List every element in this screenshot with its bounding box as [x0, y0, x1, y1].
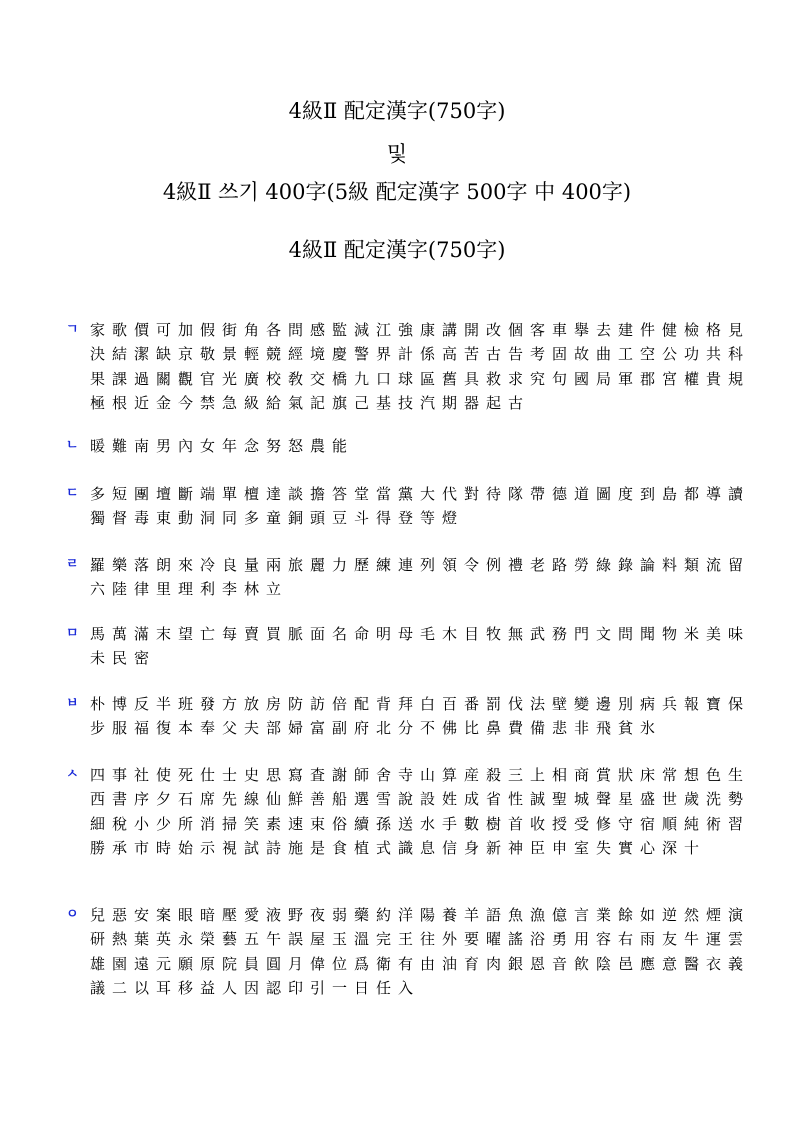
hanja-list: 羅樂落朗來冷良量兩旅麗力歷練連列領令例禮老路勞綠錄論料類流留六陸律里理利李林立	[90, 556, 751, 599]
section-label: ㄱ	[66, 322, 79, 337]
hanja-list: 兒惡安案眼暗壓愛液野夜弱藥約洋陽養羊語魚漁億言業餘如逆然煙演研熱葉英永榮藝五午誤屋玉溫完王往外要曜謠浴勇用容右雨友牛運雲雄園遠元願原院員圓月偉位爲衛有由油育肉銀恩音飮陰邑應意醫衣義議二以耳移益人因認印引一日任入	[90, 906, 751, 997]
hanja-list: 家歌價可加假街角各問感監減江強康講開改個客車擧去建件健檢格見決結潔缺京敬景輕競經境慶警界計係高苦古告考固故曲工空公功共科果課過關觀官光廣校敎交橋九口球區舊具救求究句國局軍郡宮權貴規極根近金今禁急級給氣記旗己基技汽期器起古	[90, 321, 751, 412]
hanja-list: 多短團壇斷端單檀達談擔答堂當黨大代對待隊帶德道圖度到島都導讀獨督毒東動洞同多童銅頭豆斗得登等燈	[90, 485, 751, 528]
section-label: ㅁ	[66, 626, 79, 641]
title-conjunction: 및	[386, 142, 408, 166]
hanja-list: 馬萬滿末望亡每賣買脈面名命明母毛木目牧無武務門文問聞物米美味未民密	[90, 625, 751, 668]
section-label: ㄹ	[66, 557, 79, 572]
section-label: ㄴ	[66, 438, 79, 453]
hanja-list: 暖難南男內女年念努怒農能	[90, 437, 355, 455]
section-label: ㅇ	[66, 907, 79, 922]
hanja-list: 四事社使死仕士史思寫査謝師舍寺山算産殺三上相商賞狀床常想色生西書序夕石席先線仙鮮善船選雪說設姓成省性誠聖城聲星盛世歲洗勢細稅小少所消掃笑素速束俗續孫送水手數樹首收授受修守宿順純術習勝承市時始示視試詩施是食植式識息信身新神臣申室失實心深十	[90, 766, 751, 857]
section-label: ㅂ	[66, 696, 79, 711]
subtitle: 4級Ⅱ 쓰기 400字(5級 配定漢字 500字 中 400字)	[162, 180, 632, 204]
section-label: ㅅ	[66, 767, 79, 782]
page-title: 4級Ⅱ 配定漢字(750字)	[288, 99, 506, 123]
hanja-list: 朴博反半班發方放房防訪倍配背拜白百番罰伐法壁變邊別病兵報寶保步服福復本奉父夫部婦富副府北分不佛比鼻費備悲非飛貧氷	[90, 695, 751, 738]
section-heading: 4級Ⅱ 配定漢字(750字)	[288, 238, 506, 262]
section-label: ㄷ	[66, 486, 79, 501]
